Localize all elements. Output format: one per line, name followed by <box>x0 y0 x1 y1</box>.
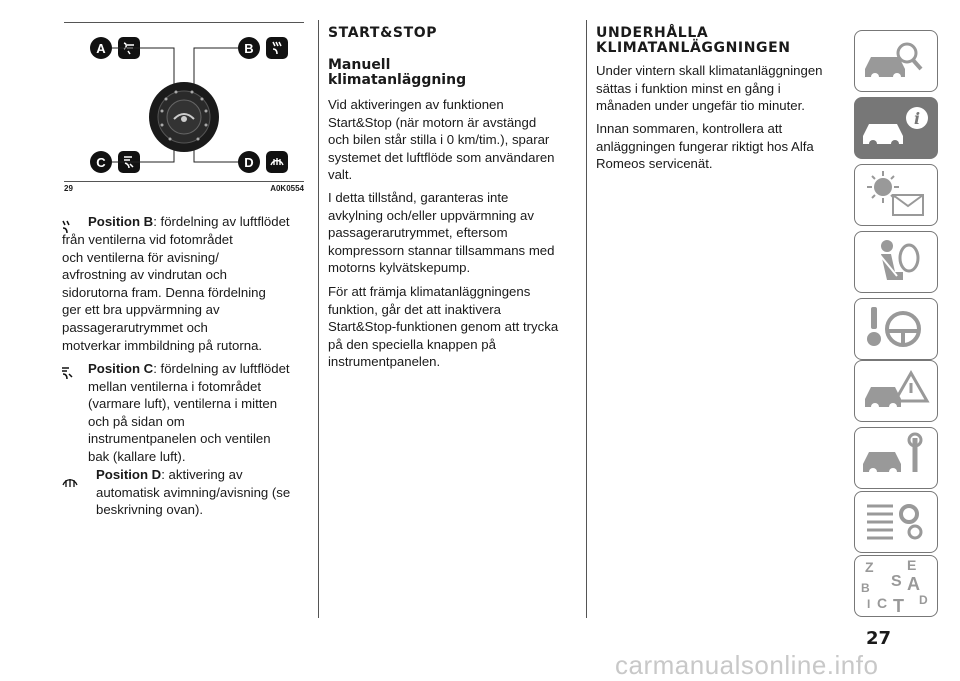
text-line: och på sidan om <box>88 413 185 429</box>
index-letter: I <box>867 597 871 611</box>
page-number: 27 <box>866 628 892 649</box>
index-letter: A <box>907 574 920 594</box>
watermark: carmanualsonline.info <box>615 650 879 680</box>
start-stop-paragraph-2 <box>328 189 580 277</box>
climate-control-figure <box>64 22 304 182</box>
position-d-icon <box>62 476 78 490</box>
index-letter: C <box>877 595 888 611</box>
text-line: automatisk avimning/avisning (se <box>96 484 291 500</box>
text-line: avkylning och/eller uppvärmning av <box>328 207 534 223</box>
maintenance-paragraph-2 <box>596 120 846 173</box>
text-line: mellan ventilerna i fotområdet <box>88 378 261 394</box>
alphabet-index-icon <box>855 556 937 616</box>
text-line: Start&Stop (när motorn är avstängd <box>328 114 537 130</box>
text-line: månaden under ungefär tio minuter. <box>596 98 805 114</box>
position-d-text: : aktivering av <box>161 467 243 482</box>
index-letter: S <box>891 573 902 590</box>
text-line: sidorutorna fram. Denna fördelning <box>62 284 266 300</box>
text-line: För att främja klimatanläggningens <box>328 284 531 299</box>
maintenance-paragraph-1 <box>596 62 846 115</box>
car-search-icon <box>855 31 937 91</box>
text-line: passagerarutrymmet, eftersom <box>328 225 508 241</box>
text-line: instrumentpanelen. <box>328 354 441 370</box>
index-letter: E <box>907 557 917 573</box>
seatbelt-airbag-icon <box>855 232 937 292</box>
figure-number: 29 <box>64 184 73 193</box>
position-b-title: Position B <box>88 214 154 229</box>
tab-get-to-know-car[interactable] <box>854 30 938 92</box>
position-c-icon <box>60 366 76 380</box>
text-line: sättas i funktion minst en gång i <box>596 80 781 96</box>
tab-index[interactable] <box>854 555 938 617</box>
position-d-paragraph <box>96 466 314 519</box>
position-c-paragraph <box>88 360 314 466</box>
start-stop-heading: START&STOP <box>328 25 438 41</box>
tab-technical-specifications[interactable] <box>854 491 938 553</box>
airflow-dial <box>148 81 220 153</box>
start-stop-paragraph-3 <box>328 283 580 371</box>
text-line: anläggningen fungerar riktigt hos Alfa <box>596 138 814 154</box>
text-line: på den speciella knappen på <box>328 336 496 352</box>
text-line: kompressorn stannar tillsammans med <box>328 242 555 258</box>
position-c-title: Position C <box>88 361 154 376</box>
maintain-climate-heading-line1: UNDERHÅLLA <box>596 25 709 41</box>
position-c-text: : fördelning av luftflödet <box>153 361 290 376</box>
text-line: I detta tillstånd, garanteras inte <box>328 190 509 205</box>
car-warning-icon <box>855 361 937 421</box>
manual-climate-subheading-line1: Manuell <box>328 57 391 73</box>
text-line: motverkar immbildning på rutorna. <box>62 337 263 353</box>
index-letter: Z <box>865 559 874 575</box>
text-line: systemet det luftflöde som användaren <box>328 149 555 165</box>
text-line: bak (kallare luft). <box>88 448 186 464</box>
text-line: Start&Stop-funktionen genom att trycka <box>328 319 559 335</box>
car-info-icon <box>855 98 937 158</box>
manual-climate-subheading-line2: klimatanläggning <box>328 72 467 88</box>
label-c-badge: C <box>90 151 112 173</box>
text-line: Vid aktiveringen av funktionen <box>328 97 504 112</box>
sun-envelope-icon <box>855 165 937 225</box>
text-line: funktion, går det att inaktivera <box>328 301 502 317</box>
text-line: valt. <box>328 167 353 183</box>
tab-lights-warnings[interactable] <box>854 164 938 226</box>
position-d-title: Position D <box>96 467 162 482</box>
index-letter: T <box>893 596 904 616</box>
text-line: avfrostning av vindrutan och <box>62 267 227 283</box>
column-divider <box>318 20 319 618</box>
position-b-paragraph <box>88 213 308 231</box>
text-line: Romeos servicenät. <box>596 156 713 172</box>
car-wrench-icon <box>855 428 937 488</box>
text-line: beskrivning ovan). <box>96 502 204 518</box>
text-line: motorns kylvätskepump. <box>328 260 471 276</box>
key-steering-wheel-icon <box>855 299 937 359</box>
index-letter: B <box>861 581 870 595</box>
start-stop-paragraph-1 <box>328 96 580 184</box>
text-line: passagerarutrymmet och <box>62 319 208 335</box>
text-line: Innan sommaren, kontrollera att <box>596 121 783 136</box>
text-line: från ventilerna vid fotområdet <box>62 232 233 247</box>
text-line: ger ett bra uppvärmning av <box>62 302 220 318</box>
text-line: instrumentpanelen och ventilen <box>88 431 271 447</box>
label-b-badge: B <box>238 37 260 59</box>
list-gear-icon <box>855 492 937 552</box>
tab-safety[interactable] <box>854 231 938 293</box>
maintain-climate-heading-line2: KLIMATANLÄGGNINGEN <box>596 40 791 56</box>
label-a-badge: A <box>90 37 112 59</box>
position-b-text: : fördelning av luftflödet <box>153 214 290 229</box>
text-line: (varmare luft), ventilerna i mitten <box>88 396 278 412</box>
tab-servicing-care[interactable] <box>854 427 938 489</box>
text-line: och bilen står stilla i 0 km/tim.), sparar <box>328 132 550 148</box>
text-line: Under vintern skall klimatanläggningen <box>596 63 823 78</box>
tab-in-emergency[interactable] <box>854 360 938 422</box>
label-d-badge: D <box>238 151 260 173</box>
figure-code: A0K0554 <box>270 184 304 193</box>
text-line: och ventilerna för avisning/ <box>62 249 219 265</box>
tab-starting-driving[interactable] <box>854 298 938 360</box>
tab-dashboard-info[interactable] <box>854 97 938 159</box>
index-letter: D <box>919 593 928 607</box>
svg-text:i: i <box>913 109 921 128</box>
column-divider <box>586 20 587 618</box>
position-b-body <box>62 231 312 354</box>
